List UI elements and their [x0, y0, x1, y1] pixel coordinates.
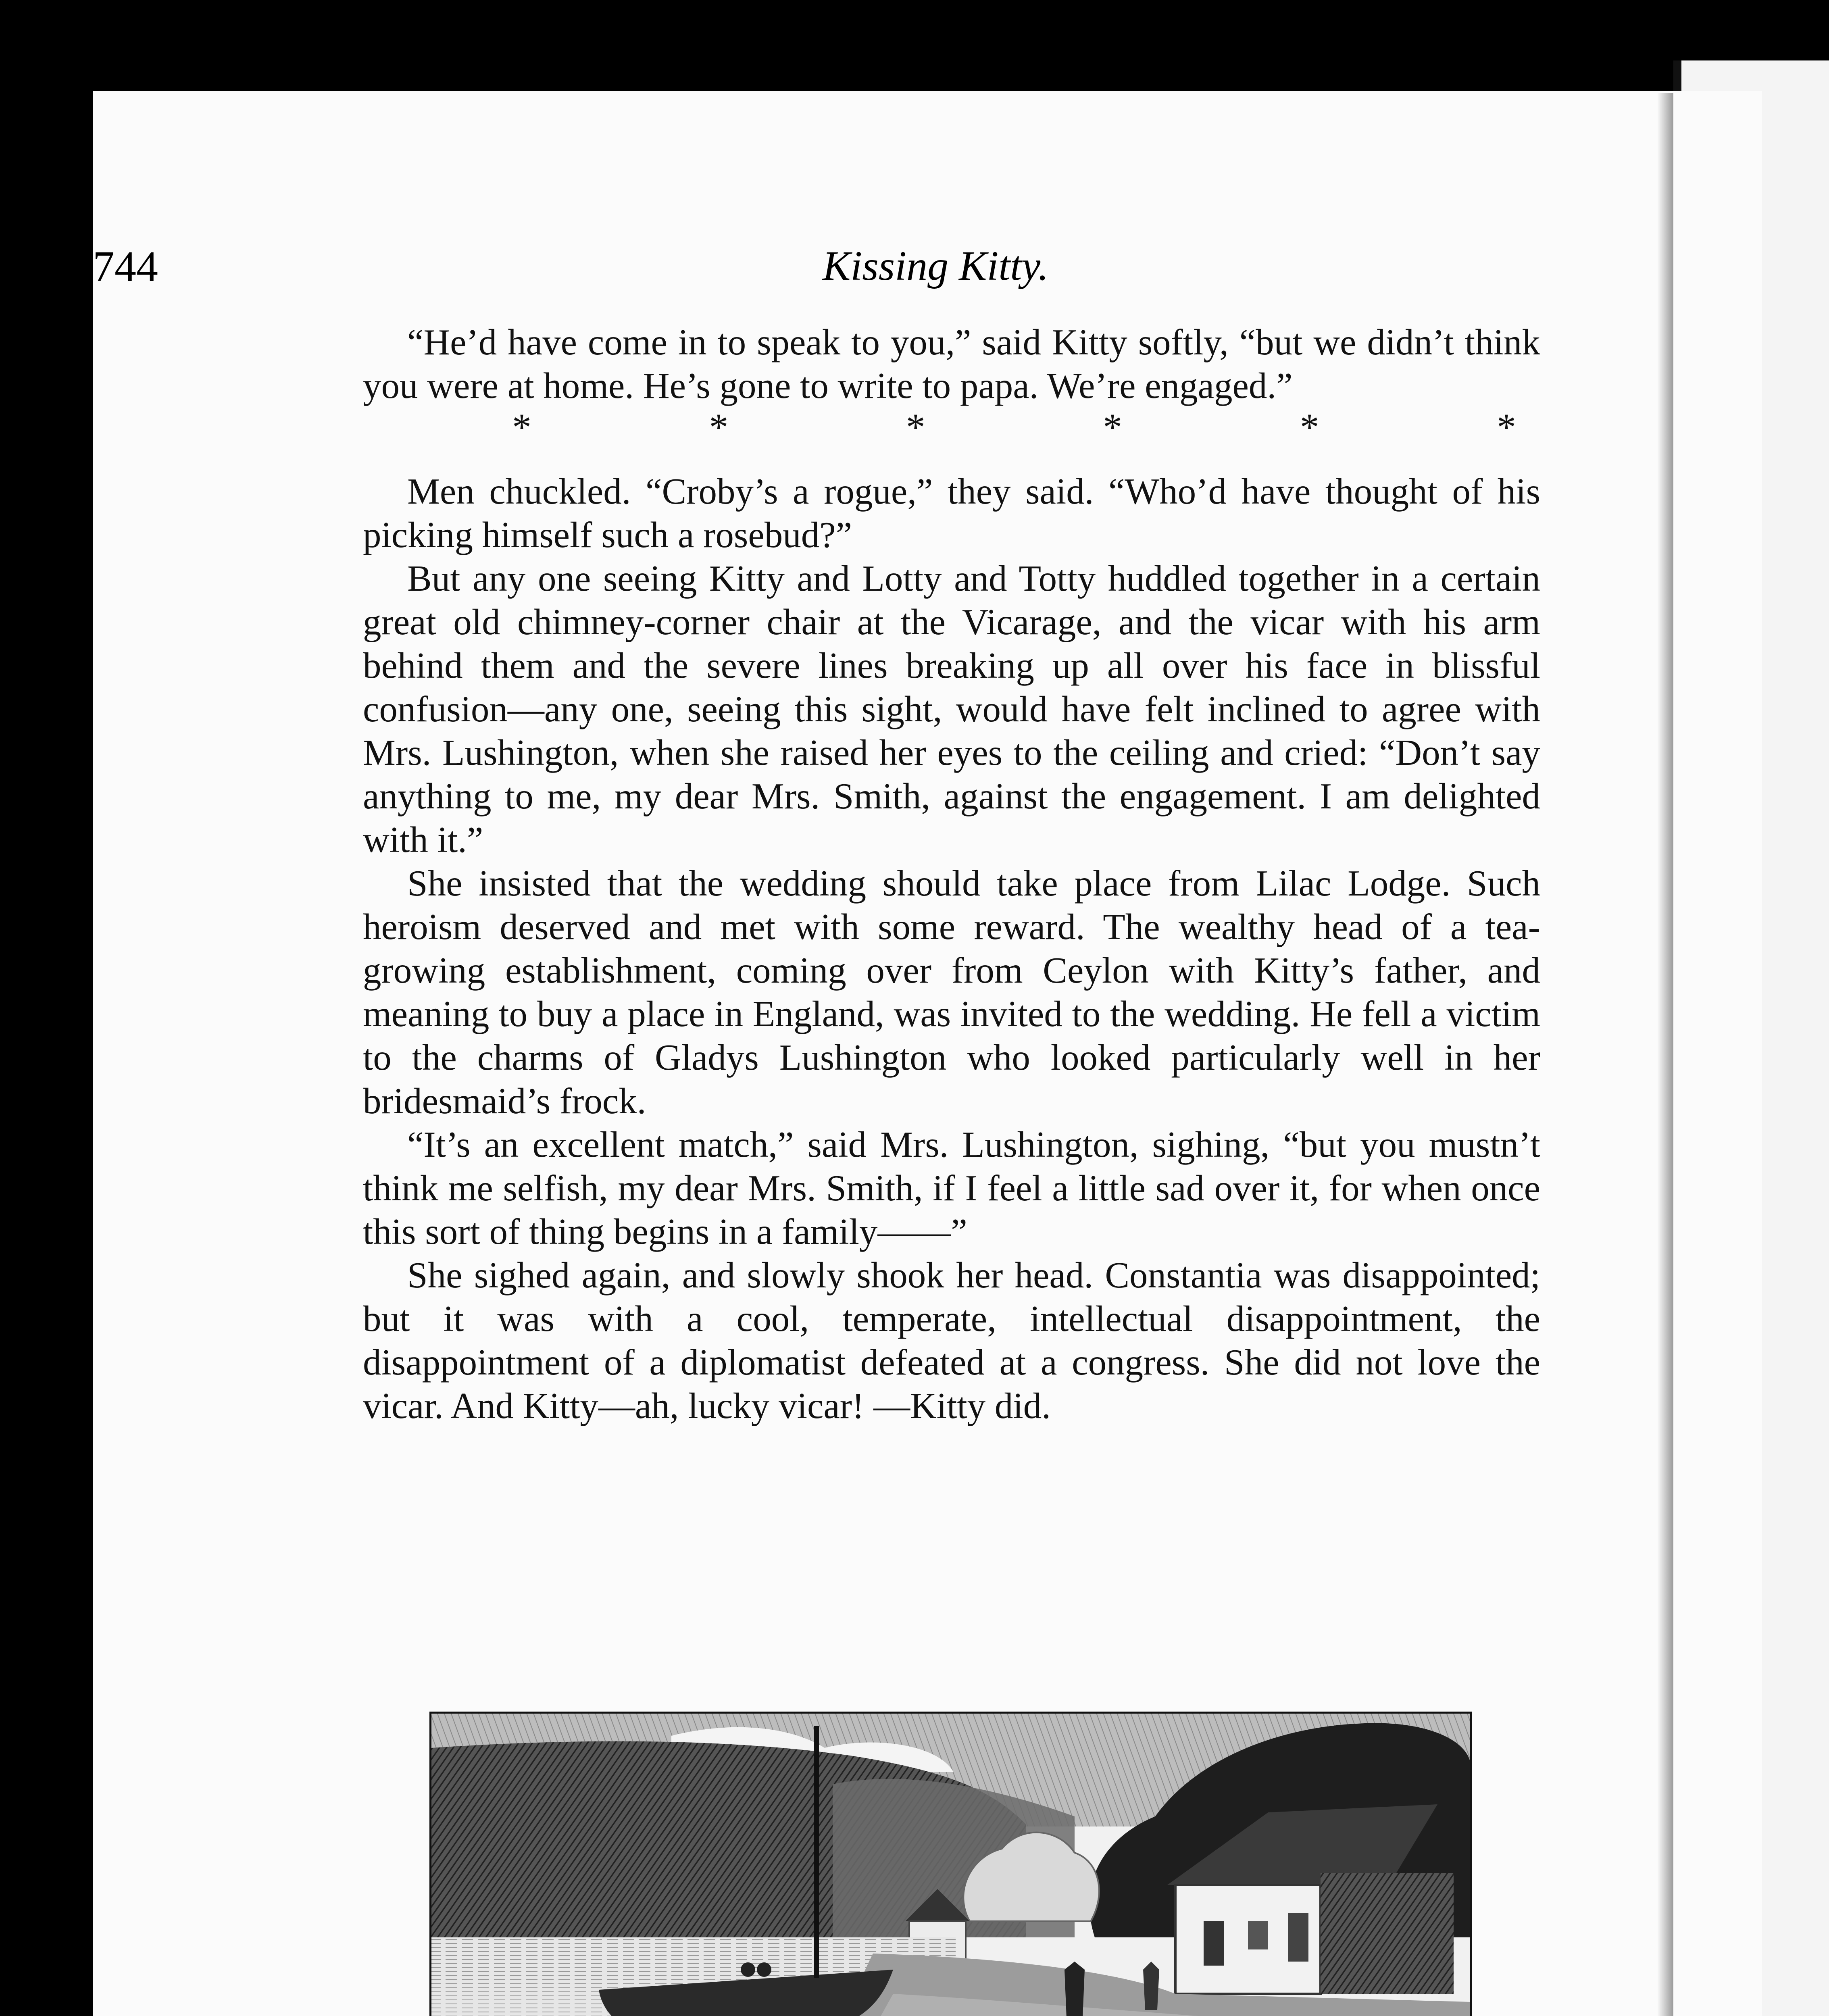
section-break: [363, 406, 1540, 449]
paragraph-2: Men chuckled. “Croby’s a rogue,” they said. “Who’d have thought of his picking himself such a rosebud?”: [363, 471, 1540, 555]
section-break-star: *: [709, 406, 729, 449]
section-break-star: *: [1103, 406, 1123, 449]
page-number: 744: [93, 243, 158, 291]
engraving-image: [429, 1712, 1472, 2016]
body-text: [363, 321, 1540, 1428]
paragraph-3: But any one seeing Kitty and Lotty and Totty huddled together in a certain great old chimney-corner chair at the Vicarage, and the vicar with his arm behind them and the severe lines breaking up all over his face in blissful confusion—any one, seeing this sight, would have felt inclined to agree with Mrs. Lushington, when she raised her eyes to the ceiling and cried: “Don’t say anything to me, my dear Mrs. Smith, against the engagement. I am delighted with it.”: [363, 558, 1540, 860]
paragraph-1: “He’d have come in to speak to you,” said Kitty softly, “but we didn’t think you were at home. He’s gone to write to papa. We’re engaged.”: [363, 322, 1540, 406]
section-break-star: *: [906, 406, 925, 449]
spine-shadow: [1657, 93, 1673, 2016]
section-break-star: *: [512, 406, 531, 449]
section-break-star: *: [1496, 406, 1516, 449]
paragraph-6: She sighed again, and slowly shook her head. Constantia was disappointed; but it was with a cool, temperate, intellectual disappointment, the disappointment of a diplomatist defeated at a congress. She did not love the vicar. And Kitty—ah, lucky vicar! —Kitty did.: [363, 1255, 1540, 1426]
running-title: Kissing Kitty.: [823, 243, 1049, 289]
section-break-star: *: [1300, 406, 1319, 449]
landscape-engraving: [429, 1712, 1472, 2016]
paragraph-5: “It’s an excellent match,” said Mrs. Lushington, sighing, “but you mustn’t think me selfish, my dear Mrs. Smith, if I feel a little sad over it, for when once this sort of thing begins in a family——”: [363, 1124, 1540, 1252]
paragraph-4: She insisted that the wedding should take place from Lilac Lodge. Such heroism deserved and met with some reward. The wealthy head of a tea-growing establishment, coming over from Ceylon with Kitty’s father, and meaning to buy a place in England, was invited to the wedding. He fell a victim to the charms of Gladys Lushington who looked particularly well in her bridesmaid’s frock.: [363, 863, 1540, 1121]
